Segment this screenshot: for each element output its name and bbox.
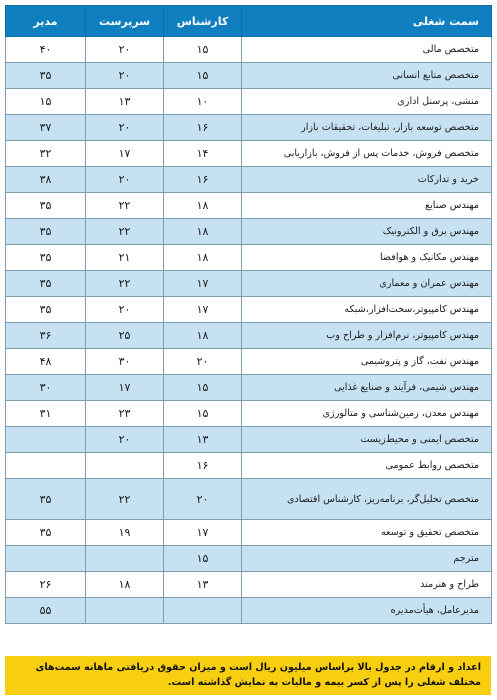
supervisor-cell: ۱۳ bbox=[86, 89, 164, 115]
table-row bbox=[6, 63, 492, 89]
job-cell: متخصص تحقیق و توسعه bbox=[242, 520, 492, 546]
expert-cell: ۱۷ bbox=[164, 271, 242, 297]
header-manager: مدیر bbox=[6, 6, 86, 37]
supervisor-cell: ۲۱ bbox=[86, 245, 164, 271]
manager-cell: ۳۰ bbox=[6, 375, 86, 401]
supervisor-cell: ۲۳ bbox=[86, 401, 164, 427]
table-header-row bbox=[6, 6, 492, 37]
supervisor-cell: ۲۲ bbox=[86, 193, 164, 219]
expert-cell: ۱۸ bbox=[164, 245, 242, 271]
table-row bbox=[6, 598, 492, 624]
expert-cell: ۱۶ bbox=[164, 453, 242, 479]
job-cell: متخصص منابع انسانی bbox=[242, 63, 492, 89]
supervisor-cell: ۱۸ bbox=[86, 572, 164, 598]
manager-cell: ۳۵ bbox=[6, 219, 86, 245]
table-row bbox=[6, 271, 492, 297]
job-cell: متخصص توسعه بازار، تبلیغات، تحقیقات بازار bbox=[242, 115, 492, 141]
supervisor-cell bbox=[86, 598, 164, 624]
expert-cell: ۱۵ bbox=[164, 401, 242, 427]
expert-cell: ۱۰ bbox=[164, 89, 242, 115]
supervisor-cell: ۳۰ bbox=[86, 349, 164, 375]
manager-cell: ۳۵ bbox=[6, 63, 86, 89]
manager-cell: ۳۱ bbox=[6, 401, 86, 427]
supervisor-cell bbox=[86, 546, 164, 572]
expert-cell: ۱۷ bbox=[164, 520, 242, 546]
supervisor-cell: ۲۵ bbox=[86, 323, 164, 349]
job-cell: متخصص ایمنی و محیط‌زیست bbox=[242, 427, 492, 453]
supervisor-cell: ۲۰ bbox=[86, 37, 164, 63]
expert-cell: ۱۶ bbox=[164, 115, 242, 141]
job-cell: طراح و هنرمند bbox=[242, 572, 492, 598]
supervisor-cell: ۱۷ bbox=[86, 375, 164, 401]
supervisor-cell: ۱۹ bbox=[86, 520, 164, 546]
manager-cell: ۳۵ bbox=[6, 297, 86, 323]
table-row bbox=[6, 219, 492, 245]
job-cell: مهندس کامپیوتر،سخت‌افزار،شبکه bbox=[242, 297, 492, 323]
job-cell: مهندس صنایع bbox=[242, 193, 492, 219]
manager-cell: ۲۶ bbox=[6, 572, 86, 598]
table-row bbox=[6, 323, 492, 349]
expert-cell: ۱۳ bbox=[164, 427, 242, 453]
manager-cell: ۳۸ bbox=[6, 167, 86, 193]
job-cell: مهندس شیمی، فرآیند و صنایع غذایی bbox=[242, 375, 492, 401]
table-row bbox=[6, 297, 492, 323]
manager-cell: ۳۷ bbox=[6, 115, 86, 141]
salary-table bbox=[5, 5, 492, 624]
table-row bbox=[6, 427, 492, 453]
footnote: اعداد و ارقام در جدول بالا براساس میلیون ریال است و میزان حقوق دریافتی ماهانه سمت‌های مختلف شغلی را پس از کسر بیمه و مالیات به نمایش گذاشته است. bbox=[5, 656, 491, 695]
supervisor-cell: ۲۰ bbox=[86, 63, 164, 89]
manager-cell bbox=[6, 546, 86, 572]
job-cell: مهندس نفت، گاز و پتروشیمی bbox=[242, 349, 492, 375]
expert-cell: ۱۷ bbox=[164, 297, 242, 323]
manager-cell: ۳۵ bbox=[6, 520, 86, 546]
job-cell: مهندس کامپیوتر، نرم‌افزار و طراح وب bbox=[242, 323, 492, 349]
job-cell: مترجم bbox=[242, 546, 492, 572]
header-expert: کارشناس bbox=[164, 6, 242, 37]
job-cell: منشی، پرسنل اداری bbox=[242, 89, 492, 115]
job-cell: متخصص تحلیل‌گر، برنامه‌ریز، کارشناس اقتصادی bbox=[242, 479, 492, 520]
supervisor-cell: ۲۲ bbox=[86, 479, 164, 520]
table-row bbox=[6, 479, 492, 520]
job-cell: مهندس معدن، زمین‌شناسی و متالورژی bbox=[242, 401, 492, 427]
expert-cell: ۱۶ bbox=[164, 167, 242, 193]
manager-cell: ۳۵ bbox=[6, 479, 86, 520]
supervisor-cell: ۲۰ bbox=[86, 167, 164, 193]
expert-cell: ۱۵ bbox=[164, 63, 242, 89]
expert-cell: ۱۳ bbox=[164, 572, 242, 598]
job-cell: متخصص فروش، خدمات پس از فروش، بازاریابی bbox=[242, 141, 492, 167]
supervisor-cell: ۲۰ bbox=[86, 115, 164, 141]
expert-cell: ۲۰ bbox=[164, 479, 242, 520]
expert-cell: ۱۸ bbox=[164, 323, 242, 349]
manager-cell: ۳۶ bbox=[6, 323, 86, 349]
manager-cell: ۴۰ bbox=[6, 37, 86, 63]
header-supervisor: سرپرست bbox=[86, 6, 164, 37]
manager-cell: ۵۵ bbox=[6, 598, 86, 624]
manager-cell: ۳۵ bbox=[6, 245, 86, 271]
supervisor-cell: ۲۰ bbox=[86, 297, 164, 323]
job-cell: مهندس برق و الکترونیک bbox=[242, 219, 492, 245]
manager-cell: ۳۵ bbox=[6, 271, 86, 297]
table-row bbox=[6, 401, 492, 427]
expert-cell: ۱۸ bbox=[164, 193, 242, 219]
table-row bbox=[6, 37, 492, 63]
manager-cell: ۱۵ bbox=[6, 89, 86, 115]
table-row bbox=[6, 453, 492, 479]
manager-cell: ۳۵ bbox=[6, 193, 86, 219]
table-row bbox=[6, 141, 492, 167]
supervisor-cell: ۲۰ bbox=[86, 427, 164, 453]
expert-cell bbox=[164, 598, 242, 624]
manager-cell: ۴۸ bbox=[6, 349, 86, 375]
expert-cell: ۲۰ bbox=[164, 349, 242, 375]
table-row bbox=[6, 89, 492, 115]
supervisor-cell: ۲۲ bbox=[86, 271, 164, 297]
table-row bbox=[6, 520, 492, 546]
expert-cell: ۱۵ bbox=[164, 546, 242, 572]
manager-cell bbox=[6, 427, 86, 453]
expert-cell: ۱۵ bbox=[164, 37, 242, 63]
table-row bbox=[6, 546, 492, 572]
supervisor-cell: ۱۷ bbox=[86, 141, 164, 167]
job-cell: مهندس عمران و معماری bbox=[242, 271, 492, 297]
job-cell: مدیرعامل، هیأت‌مدیره bbox=[242, 598, 492, 624]
manager-cell: ۳۲ bbox=[6, 141, 86, 167]
manager-cell bbox=[6, 453, 86, 479]
expert-cell: ۱۴ bbox=[164, 141, 242, 167]
table-row bbox=[6, 245, 492, 271]
supervisor-cell bbox=[86, 453, 164, 479]
expert-cell: ۱۸ bbox=[164, 219, 242, 245]
table-row bbox=[6, 115, 492, 141]
header-job-title: سمت شغلی bbox=[242, 6, 492, 37]
job-cell: خرید و تدارکات bbox=[242, 167, 492, 193]
job-cell: مهندس مکانیک و هوافضا bbox=[242, 245, 492, 271]
table-row bbox=[6, 349, 492, 375]
job-cell: متخصص روابط عمومی bbox=[242, 453, 492, 479]
table-row bbox=[6, 572, 492, 598]
expert-cell: ۱۵ bbox=[164, 375, 242, 401]
supervisor-cell: ۲۲ bbox=[86, 219, 164, 245]
job-cell: متخصص مالی bbox=[242, 37, 492, 63]
table-row bbox=[6, 193, 492, 219]
table-row bbox=[6, 167, 492, 193]
table-row bbox=[6, 375, 492, 401]
